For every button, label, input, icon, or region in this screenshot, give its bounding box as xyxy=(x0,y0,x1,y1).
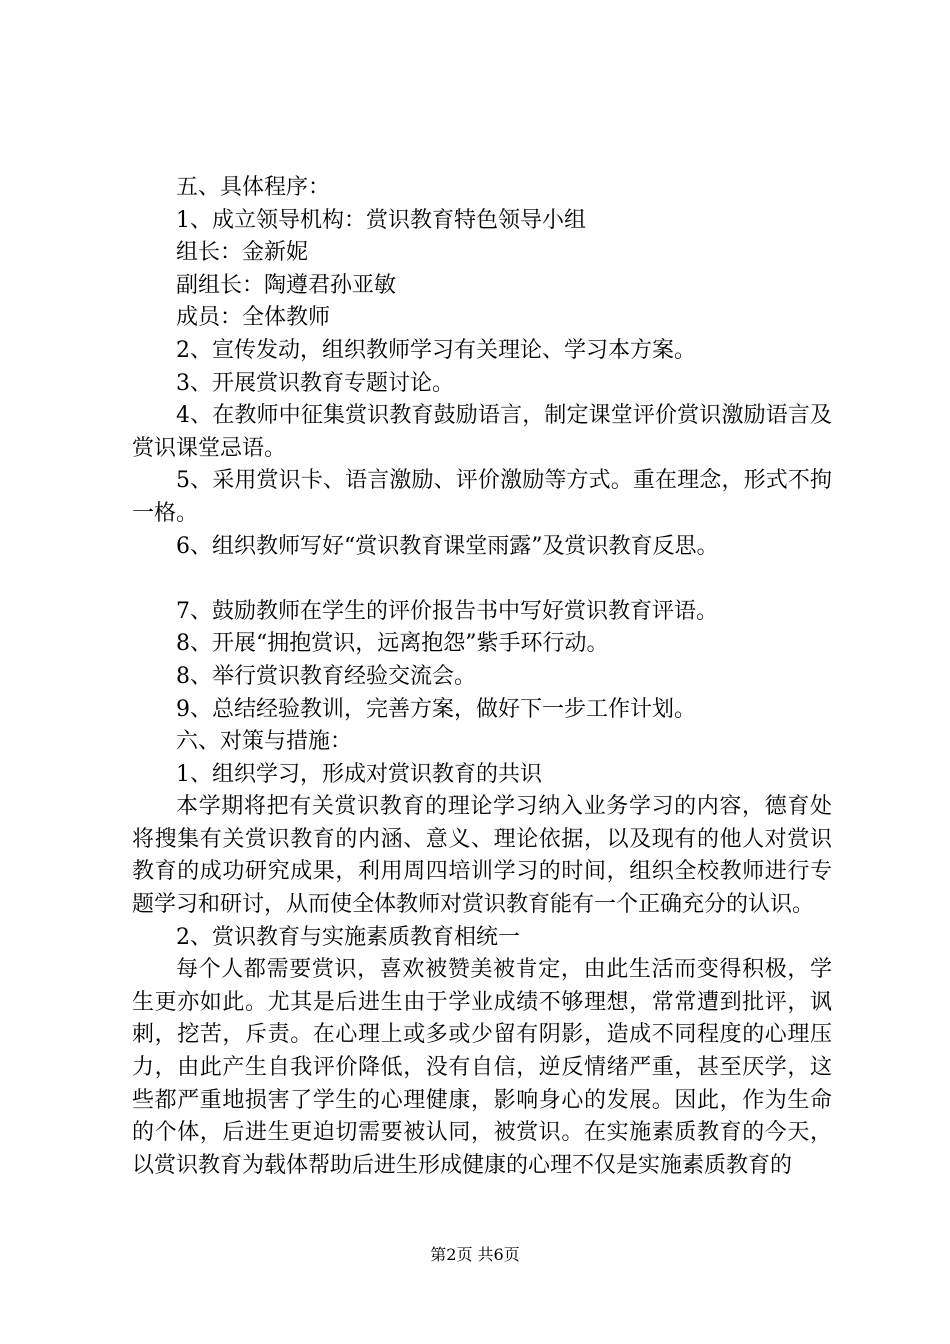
heading-procedure: 五、具体程序： xyxy=(176,175,331,200)
heading-measures: 六、对策与措施： xyxy=(176,729,353,755)
document-body xyxy=(132,172,832,1182)
paragraph: 每个人都需要赏识，喜欢被赞美被肯定，由此生活而变得积极，学生更亦如此。尤其是后进生由于学业成绩不够理想，常常遭到批评，讽刺，挖苦，斥责。在心理上或多或少留有阴影，造成不同程度的心理压力，由此产生自我评价降低，没有自信，逆反情绪严重，甚至厌学，这些都严重地损害了学生的心理健康，影响身心的发展。因此，作为生命的个体，后进生更迫切需要被认同，被赏识。在实施素质教育的今天，以赏识教育为载体帮助后进生形成健康的心理不仅是实施素质教育的 xyxy=(132,957,832,1178)
paragraph: 8、举行赏识教育经验交流会。 xyxy=(176,663,476,689)
paragraph: 1、成立领导机构：赏识教育特色领导小组 xyxy=(176,207,586,233)
paragraph: 8、开展“拥抱赏识，远离抱怨”紫手环行动。 xyxy=(176,631,609,657)
paragraph: 组长：金新妮 xyxy=(176,240,309,266)
paragraph: 成员：全体教师 xyxy=(176,305,331,331)
paragraph: 副组长：陶遵君孙亚敏 xyxy=(176,272,397,298)
subheading: 1、组织学习，形成对赏识教育的共识 xyxy=(176,761,542,787)
paragraph: 9、总结经验教训，完善方案，做好下一步工作计划。 xyxy=(176,696,696,722)
paragraph: 2、宣传发动，组织教师学习有关理论、学习本方案。 xyxy=(176,337,696,363)
paragraph: 5、采用赏识卡、语言激励、评价激励等方式。重在理念，形式不拘一格。 xyxy=(132,468,832,526)
paragraph: 4、在教师中征集赏识教育鼓励语言，制定课堂评价赏识激励语言及赏识课堂忌语。 xyxy=(132,403,832,461)
subheading: 2、赏识教育与实施素质教育相统一 xyxy=(176,924,520,950)
paragraph: 本学期将把有关赏识教育的理论学习纳入业务学习的内容，德育处将搜集有关赏识教育的内涵、意义、理论依据，以及现有的他人对赏识教育的成功研究成果，利用周四培训学习的时间，组织全校教师进行专题学习和研讨，从而使全体教师对赏识教育能有一个正确充分的认识。 xyxy=(132,794,832,918)
blank-line xyxy=(132,563,832,596)
page-footer: 第2页 共6页 xyxy=(430,1245,520,1264)
paragraph: 7、鼓励教师在学生的评价报告书中写好赏识教育评语。 xyxy=(176,598,718,624)
paragraph: 6、组织教师写好“赏识教育课堂雨露”及赏识教育反思。 xyxy=(176,533,719,559)
paragraph: 3、开展赏识教育专题讨论。 xyxy=(176,370,454,396)
